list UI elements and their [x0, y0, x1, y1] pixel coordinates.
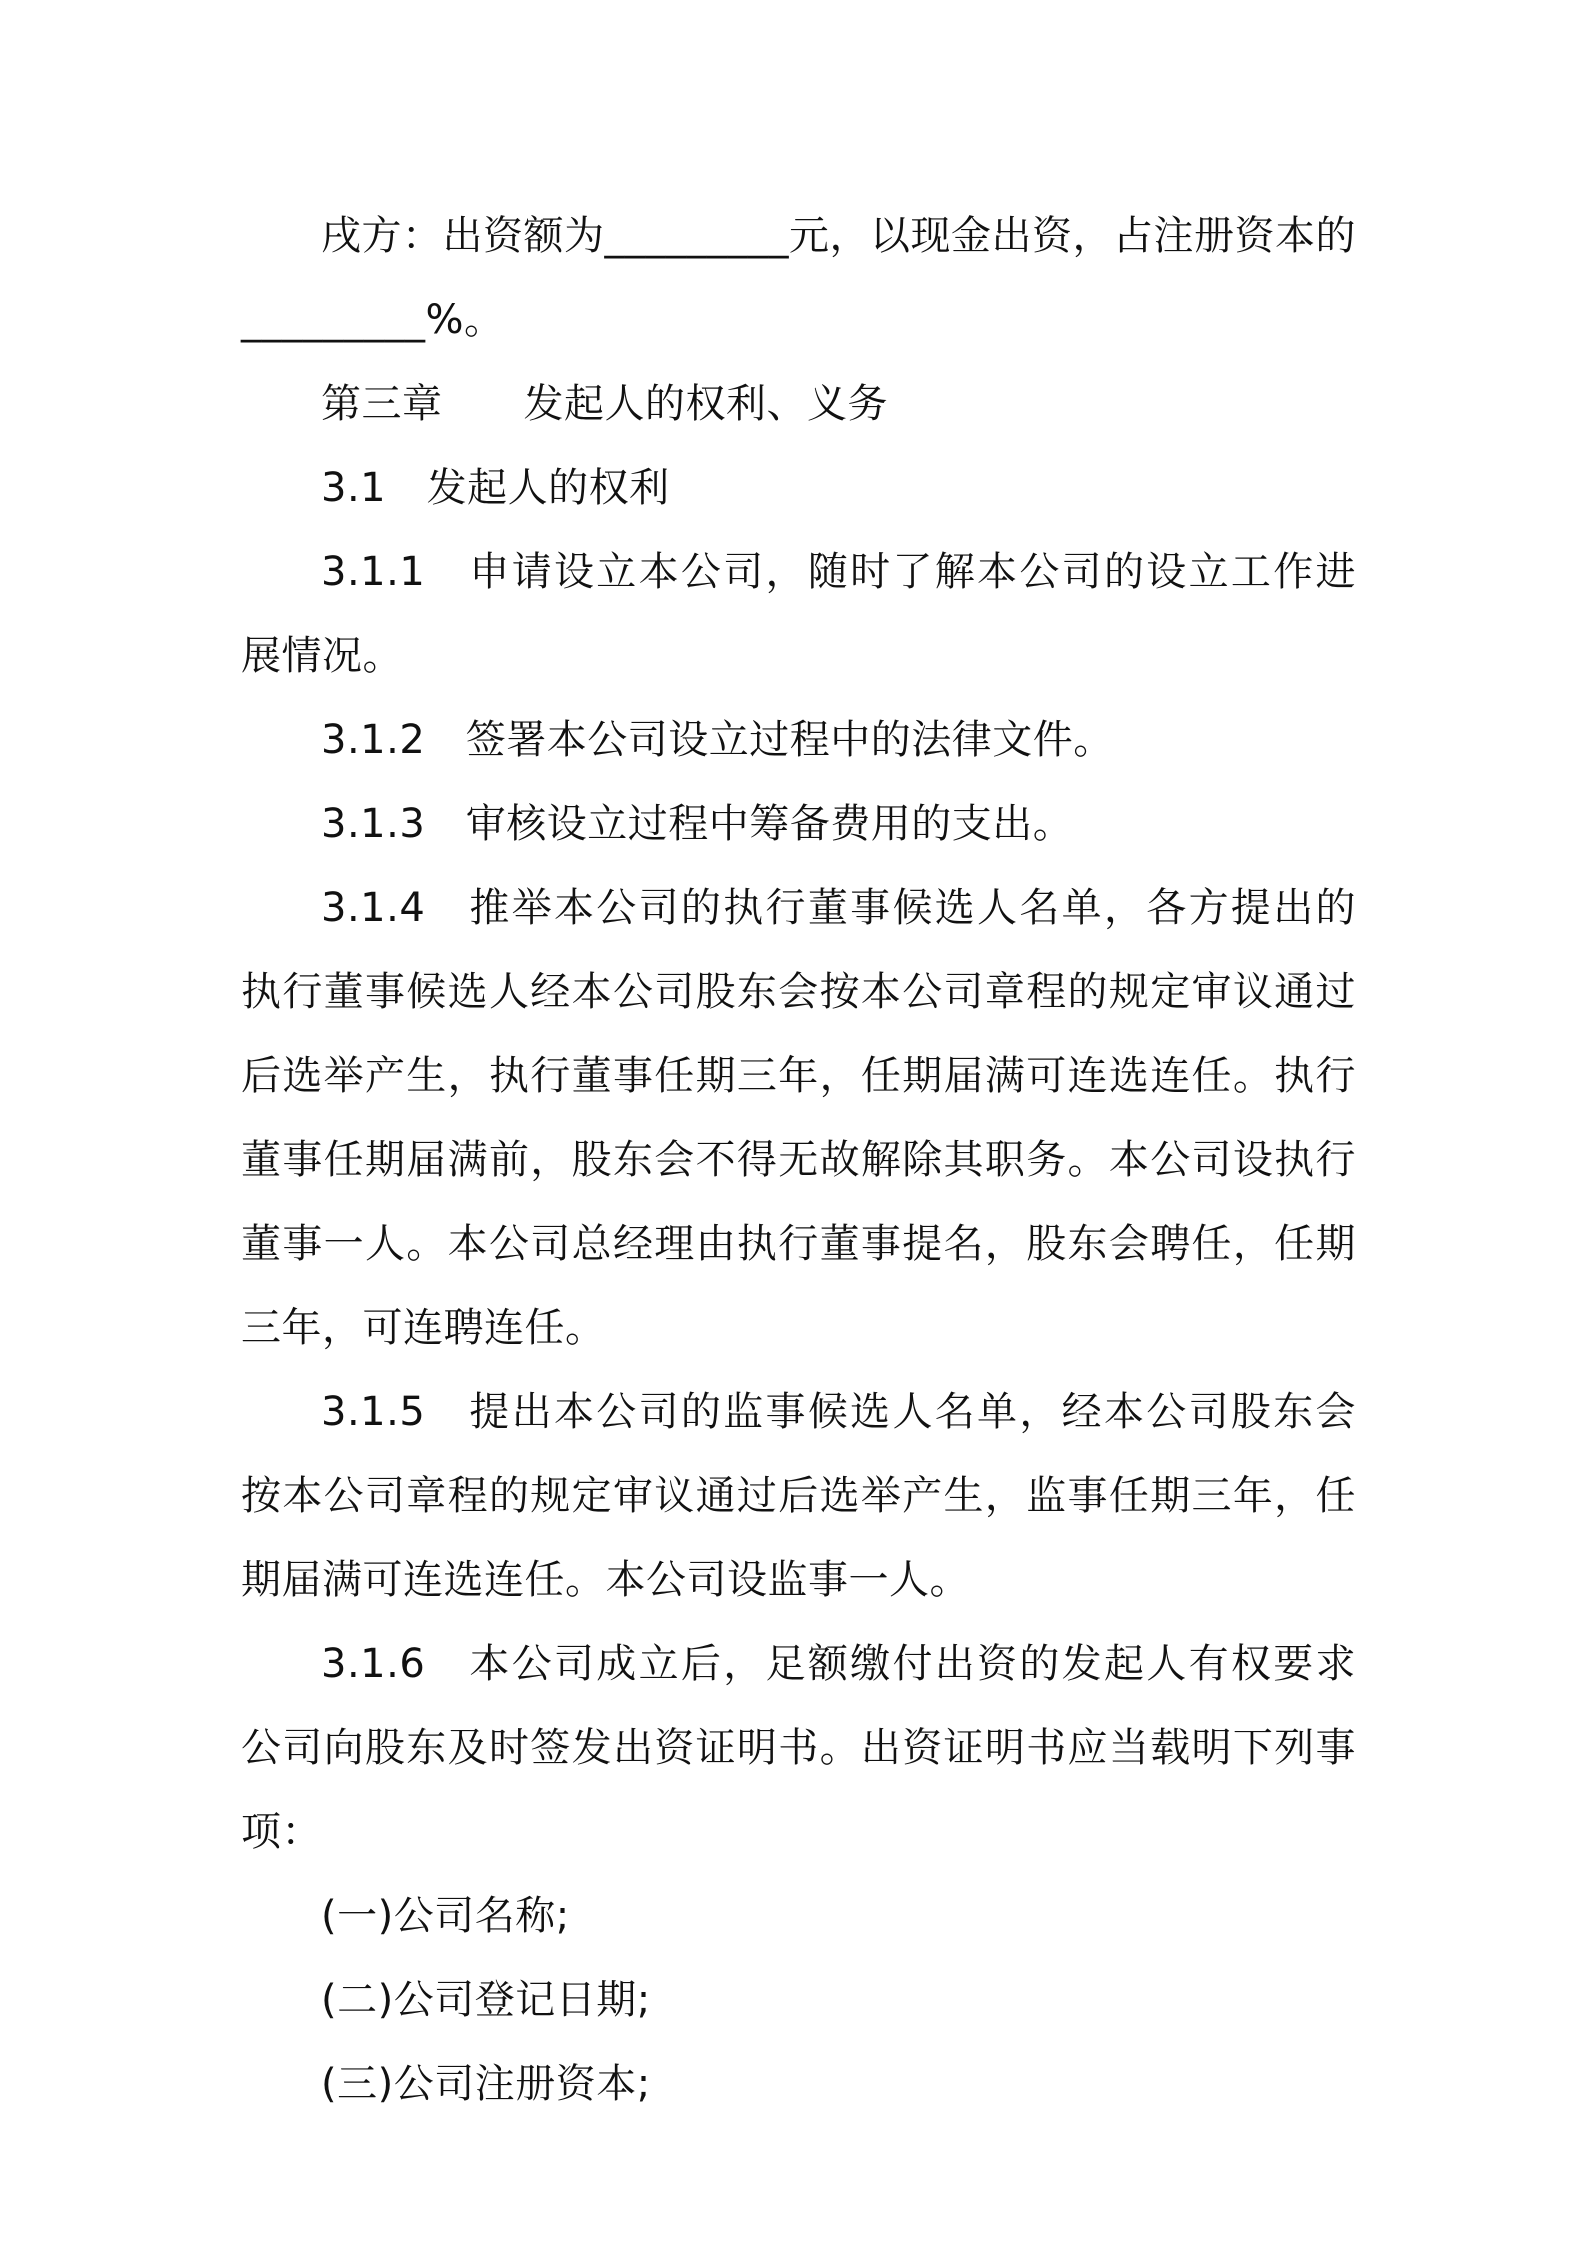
clause-3-1-3: 3.1.3 审核设立过程中筹备费用的支出。 [321, 801, 1074, 847]
clause-3-1-2: 3.1.2 签署本公司设立过程中的法律文件。 [321, 717, 1114, 763]
list-item-registered-capital: (三)公司注册资本; [321, 2061, 651, 2107]
clause-3-1-4: 3.1.4 推举本公司的执行董事候选人名单，各方提出的执行董事候选人经本公司股东会按本公司章程的规定审议通过后选举产生，执行董事任期三年，任期届满可连选连任。执行董事任期届满前，股东会不得无故解除其职务。本公司设执行董事一人。本公司总经理由执行董事提名，股东会聘任，任期三年，可连聘连任。 [241, 885, 1356, 1351]
list-item-company-name: (一)公司名称; [321, 1893, 570, 1939]
section-heading: 3.1 发起人的权利 [321, 465, 670, 511]
clause-3-1-6: 3.1.6 本公司成立后，足额缴付出资的发起人有权要求公司向股东及时签发出资证明书。出资证明书应当载明下列事项： [241, 1641, 1356, 1855]
list-item-registration-date: (二)公司登记日期; [321, 1977, 651, 2023]
chapter-heading: 第三章 发起人的权利、义务 [321, 381, 888, 427]
document-body [241, 194, 1356, 2126]
paragraph-wu-contribution: 戌方：出资额为_________元，以现金出资，占注册资本的_________%。 [241, 213, 1356, 343]
clause-3-1-1: 3.1.1 申请设立本公司，随时了解本公司的设立工作进展情况。 [241, 549, 1356, 679]
clause-3-1-5: 3.1.5 提出本公司的监事候选人名单，经本公司股东会按本公司章程的规定审议通过后选举产生，监事任期三年，任期届满可连选连任。本公司设监事一人。 [241, 1389, 1356, 1603]
